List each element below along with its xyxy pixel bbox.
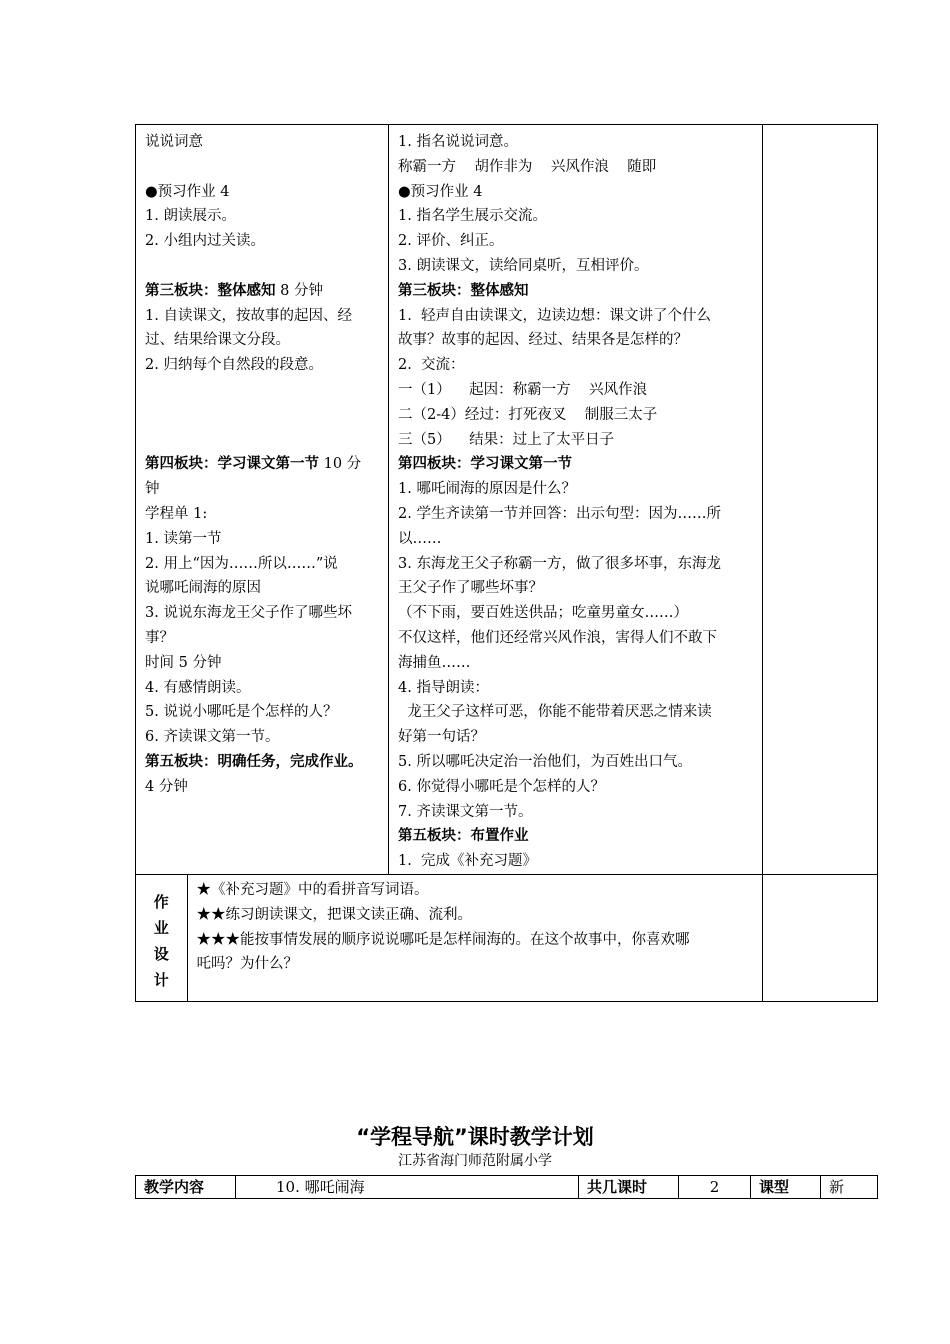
text-line <box>145 254 382 279</box>
text-line <box>398 155 756 180</box>
text-line <box>145 576 382 601</box>
homework-cell <box>136 874 763 1001</box>
line-text: （不下雨，要百姓送供品；吃童男童女……） <box>398 605 688 622</box>
text-line <box>145 130 382 155</box>
line-text: ●预习作业 4 <box>145 183 230 200</box>
homework-notes-cell <box>763 874 878 1001</box>
line-text: 海捕鱼…… <box>398 654 471 671</box>
text-line <box>145 180 382 205</box>
line-text: 2. 用上“因为……所以……”说 <box>145 555 338 572</box>
line-text: 7. 齐读课文第一节。 <box>398 803 533 820</box>
activities-row <box>136 125 878 875</box>
text-line <box>145 725 382 750</box>
text-line <box>145 700 382 725</box>
text-line <box>398 328 756 353</box>
line-text: 1. 朗读展示。 <box>145 208 236 225</box>
text-line <box>145 155 382 180</box>
line-text: 3. 朗读课文，读给同桌听，互相评价。 <box>398 257 649 274</box>
text-line <box>398 180 756 205</box>
line-text: 2. 归纳每个自然段的段意。 <box>145 357 323 374</box>
line-text: 2. 交流： <box>398 357 465 374</box>
line-text: 4 分钟 <box>145 778 188 795</box>
line-text: 王父子作了哪些坏事？ <box>398 580 543 597</box>
text-line <box>398 700 756 725</box>
section-heading: 第四板块：学习课文第一节 <box>398 456 572 473</box>
text-line <box>145 651 382 676</box>
line-text: 称霸一方 胡作非为 兴风作浪 随即 <box>398 158 657 175</box>
text-line <box>145 626 382 651</box>
text-line <box>398 130 756 155</box>
homework-content-cell <box>187 875 762 1001</box>
section-heading: 第三板块：整体感知 <box>145 282 276 299</box>
text-line <box>398 552 756 577</box>
text-line <box>398 824 756 849</box>
line-text: 6. 你觉得小哪吒是个怎样的人？ <box>398 778 605 795</box>
homework-item: 吒吗？为什么？ <box>196 956 298 973</box>
text-line <box>398 477 756 502</box>
text-line <box>398 775 756 800</box>
line-text: 故事？故事的起因、经过、结果各是怎样的？ <box>398 332 688 349</box>
homework-label-cell <box>136 875 187 1001</box>
school-name: 江苏省海门师范附属小学 <box>398 1153 552 1169</box>
homework-label-char: 作 <box>153 892 169 911</box>
section-duration: 8 分钟 <box>275 282 323 299</box>
text-line <box>398 279 756 304</box>
line-text: 时间 5 分钟 <box>145 654 222 671</box>
line-text: 钟 <box>145 481 160 498</box>
line-text: 1. 自读课文，按故事的起因、经 <box>145 307 352 324</box>
text-line <box>398 403 756 428</box>
line-text: 好第一句话？ <box>398 729 485 746</box>
text-line <box>145 428 382 453</box>
section-heading: 第五板块：明确任务，完成作业。 <box>145 753 363 770</box>
lesson-plan-table <box>135 124 878 1002</box>
line-text: 1. 哪吒闹海的原因是什么？ <box>398 481 576 498</box>
periods-label: 共几课时 <box>579 1176 679 1199</box>
section-heading: 第四板块：学习课文第一节 <box>145 456 319 473</box>
line-text: 事？ <box>145 629 174 646</box>
text-line <box>398 676 756 701</box>
notes-cell <box>763 125 878 875</box>
text-line <box>145 204 382 229</box>
content-label: 教学内容 <box>136 1176 236 1199</box>
text-line <box>398 378 756 403</box>
content-value: 10. 哪吒闹海 <box>236 1176 579 1199</box>
line-text: 1. 轻声自由读课文，边读边想：课文讲了个什么 <box>398 307 712 324</box>
line-text: 2. 小组内过关读。 <box>145 233 265 250</box>
type-value: 新 <box>821 1176 878 1199</box>
text-line <box>398 576 756 601</box>
student-activities-cell <box>136 125 389 875</box>
text-line <box>398 204 756 229</box>
text-line <box>398 229 756 254</box>
line-text: 以…… <box>398 530 442 547</box>
homework-item: ★★练习朗读课文，把课文读正确、流利。 <box>196 906 472 923</box>
text-line <box>398 849 756 874</box>
homework-item: ★★★能按事情发展的顺序说说哪吒是怎样闹海的。在这个故事中，你喜欢哪 <box>196 931 690 948</box>
section-heading: 第五板块：布置作业 <box>398 828 529 845</box>
line-text: 1. 完成《补充习题》 <box>398 853 538 870</box>
homework-label <box>136 875 187 993</box>
text-line <box>398 304 756 329</box>
text-line <box>145 601 382 626</box>
line-text: 不仅这样，他们还经常兴风作浪，害得人们不敢下 <box>398 629 717 646</box>
text-line <box>398 353 756 378</box>
line-text: 2. 评价、纠正。 <box>398 233 504 250</box>
text-line <box>145 403 382 428</box>
text-line <box>145 229 382 254</box>
homework-label-char: 设 <box>153 944 169 963</box>
text-line <box>145 477 382 502</box>
line-text: 1. 指名说说词意。 <box>398 134 518 150</box>
text-line <box>145 527 382 552</box>
text-line <box>145 378 382 403</box>
text-line <box>398 750 756 775</box>
text-line <box>398 428 756 453</box>
line-text: 学程单 1: <box>145 505 208 522</box>
line-text: 1. 指名学生展示交流。 <box>398 208 547 225</box>
text-line <box>145 328 382 353</box>
line-text: 2. 学生齐读第一节并回答：出示句型：因为……所 <box>398 505 721 522</box>
text-line <box>398 626 756 651</box>
line-text: 一（1） 起因：称霸一方 兴风作浪 <box>398 381 648 398</box>
line-text: 龙王父子这样可恶，你能不能带着厌恶之情来读 <box>398 704 712 721</box>
line-text: 三（5） 结果：过上了太平日子 <box>398 431 615 448</box>
line-text: 4. 指导朗读： <box>398 679 489 696</box>
homework-label-char: 计 <box>153 970 169 989</box>
line-text: 3. 东海龙王父子称霸一方，做了很多坏事，东海龙 <box>398 555 721 572</box>
section-heading: 第三板块：整体感知 <box>398 282 529 299</box>
line-text: 6. 齐读课文第一节。 <box>145 729 280 746</box>
section-duration: 10 分 <box>319 456 362 473</box>
text-line <box>145 676 382 701</box>
homework-list <box>188 875 763 977</box>
text-line <box>145 279 382 304</box>
line-text: 过、结果给课文分段。 <box>145 332 290 349</box>
homework-row <box>136 874 878 1001</box>
text-line <box>145 304 382 329</box>
teacher-activities-cell <box>389 125 763 875</box>
text-line <box>398 502 756 527</box>
line-text: 1. 读第一节 <box>145 530 222 547</box>
line-text: 说说词意 <box>145 134 203 150</box>
teacher-activities-text <box>389 125 762 874</box>
lesson-info-table <box>135 1175 878 1199</box>
text-line <box>398 651 756 676</box>
line-text: 二（2-4）经过：打死夜叉 制服三太子 <box>398 406 658 423</box>
line-text: 说哪吒闹海的原因 <box>145 580 261 597</box>
text-line <box>145 552 382 577</box>
line-text: 5. 所以哪吒决定治一治他们，为百姓出口气。 <box>398 753 692 770</box>
text-line <box>145 750 382 775</box>
periods-value: 2 <box>679 1176 751 1199</box>
text-line <box>145 775 382 800</box>
homework-label-char: 业 <box>153 918 169 937</box>
line-text: 5. 说说小哪吒是个怎样的人？ <box>145 704 338 721</box>
line-text: 3. 说说东海龙王父子作了哪些坏 <box>145 605 352 622</box>
homework-item: ★《补充习题》中的看拼音写词语。 <box>196 881 429 898</box>
line-text: ●预习作业 4 <box>398 183 483 200</box>
text-line <box>145 353 382 378</box>
text-line <box>398 601 756 626</box>
text-line <box>398 800 756 825</box>
text-line <box>145 502 382 527</box>
text-line <box>145 452 382 477</box>
type-label: 课型 <box>751 1176 821 1199</box>
text-line <box>398 527 756 552</box>
line-text: 4. 有感情朗读。 <box>145 679 251 696</box>
text-line <box>398 452 756 477</box>
plan-title: “学程导航”课时教学计划 <box>356 1125 594 1149</box>
text-line <box>398 725 756 750</box>
text-line <box>398 254 756 279</box>
student-activities-text <box>136 125 388 800</box>
